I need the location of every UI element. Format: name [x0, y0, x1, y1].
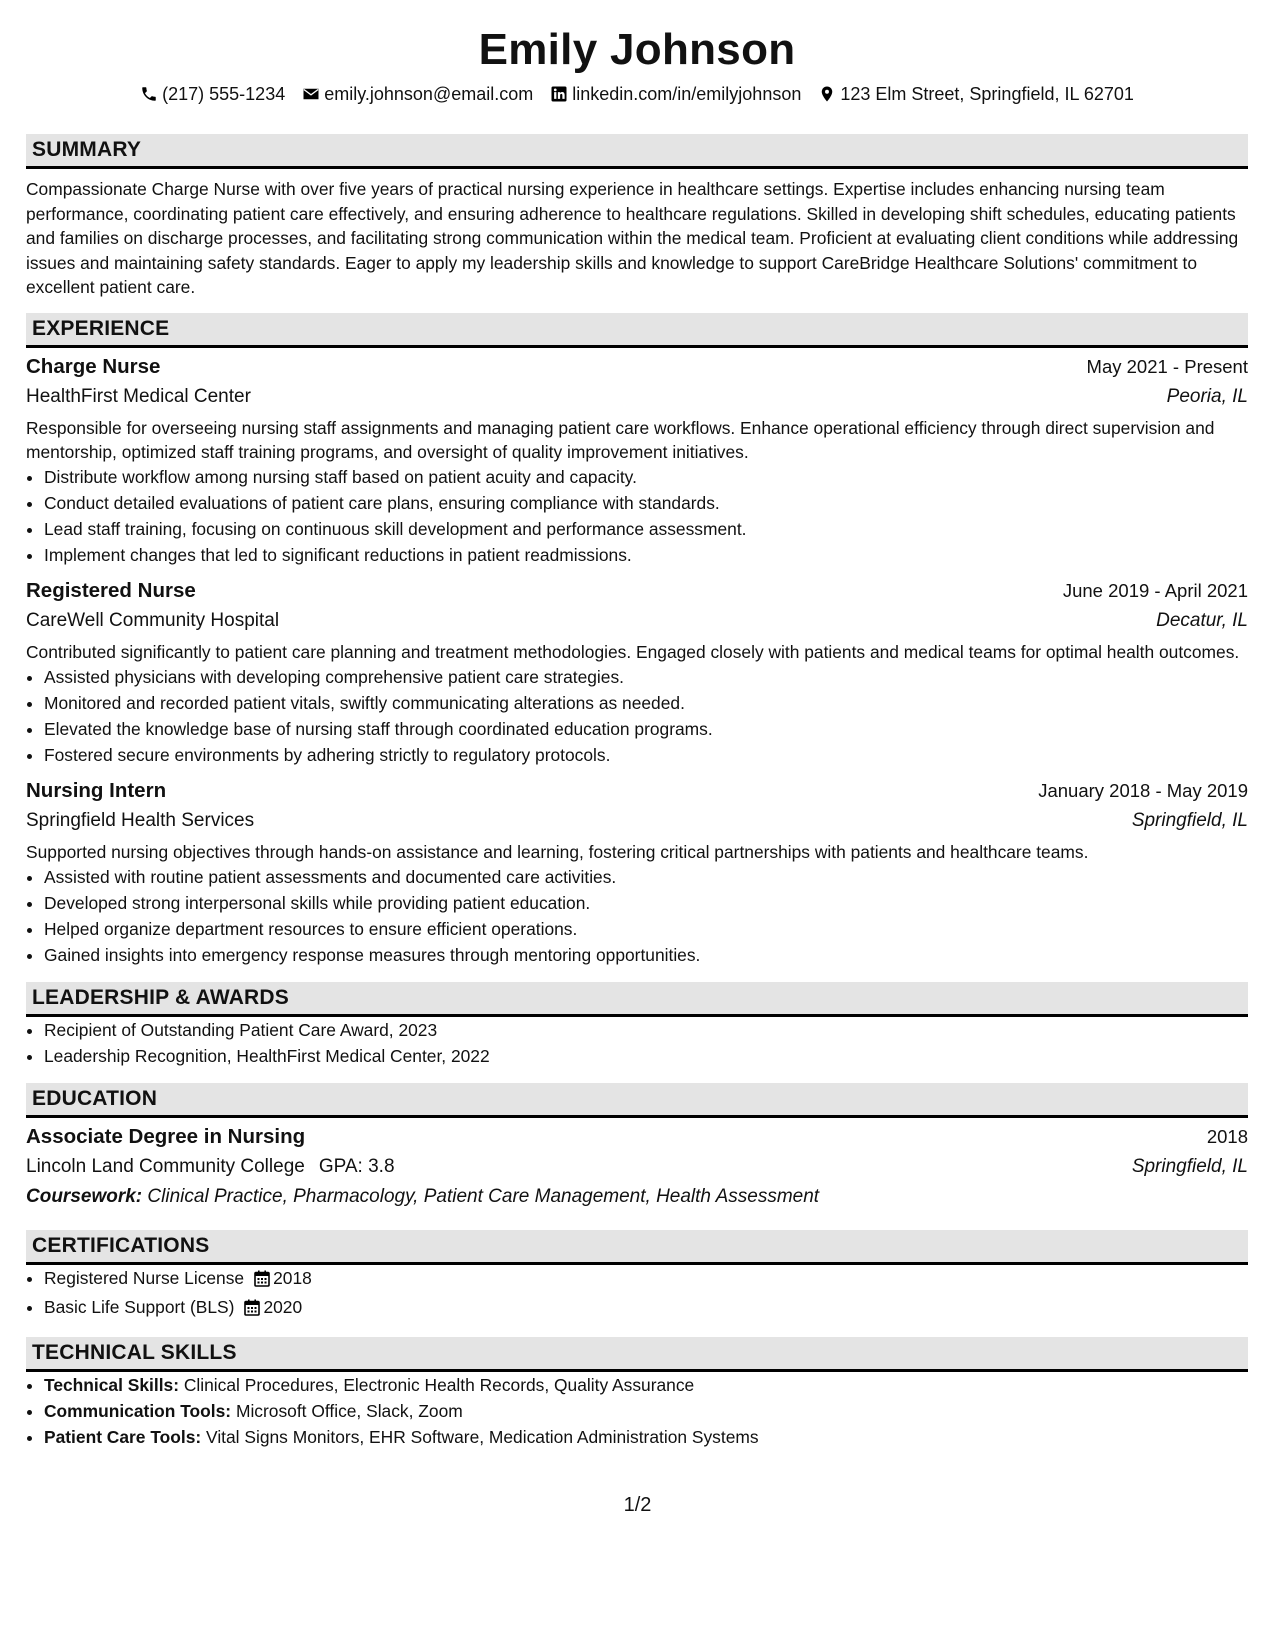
awards-list	[26, 1017, 1248, 1069]
list-item	[44, 1265, 1248, 1294]
candidate-name: Emily Johnson	[478, 25, 796, 74]
job-title: Registered Nurse	[26, 578, 196, 602]
certification-year: 2020	[263, 1296, 303, 1317]
list-item: • Elevated the knowledge base of nursing staff through coordinated education programs.	[44, 716, 1248, 742]
skill-label: Patient Care Tools:	[44, 1426, 202, 1447]
resume-page	[26, 0, 1248, 1450]
phone-text: (217) 555-1234	[162, 84, 286, 104]
section-heading: EXPERIENCE	[26, 313, 1248, 348]
summary-text: Compassionate Charge Nurse with over five years of practical nursing experience in healthcare settings. Expertise includes enhancing nursing team performance, coordinating patient care effectively, and ensuring adherence to healthcare regulations. Skilled in developing shift schedules, educating patients and families on discharge processes, and facilitating strong communication within the medical team. Proficient at evaluating client conditions while addressing issues and maintaining safety standards. Eager to apply my leadership skills and knowledge to support CareBridge Healthcare Solutions' commitment to excellent patient care.	[26, 179, 1239, 298]
list-item: • Gained insights into emergency response measures through mentoring opportunities.	[44, 942, 1248, 968]
list-item: • Assisted physicians with developing comprehensive patient care strategies.	[44, 664, 1248, 690]
education-section	[26, 1083, 1248, 1212]
school-location: Springfield, IL	[1131, 1155, 1248, 1177]
list-item: • Developed strong interpersonal skills while providing patient education.	[44, 890, 1248, 916]
certifications-list	[26, 1265, 1248, 1323]
linkedin-icon	[550, 85, 568, 103]
list-item: • Recipient of Outstanding Patient Care Award, 2023	[44, 1017, 1248, 1043]
contact-phone	[140, 82, 285, 106]
map-pin-icon	[818, 85, 836, 103]
calendar-icon	[254, 1268, 270, 1294]
envelope-icon	[302, 85, 320, 103]
degree-year: 2018	[1206, 1125, 1248, 1147]
job-bullets	[26, 864, 1248, 968]
job-description: Supported nursing objectives through hands-on assistance and learning, fostering critical partnerships with patients and healthcare teams.	[26, 841, 1089, 862]
job-organization: Springfield Health Services	[26, 809, 255, 831]
school-line	[26, 1152, 395, 1182]
job-description: Responsible for overseeing nursing staff assignments and managing patient care workflows. Enhance operational efficiency through direct supervision and mentorship, optimized staff training programs, and oversight of quality improvement initiatives.	[26, 417, 1215, 462]
experience-section	[26, 313, 1248, 968]
school-name: Lincoln Land Community College	[26, 1155, 305, 1177]
job-title: Charge Nurse	[26, 354, 161, 378]
gpa: GPA: 3.8	[318, 1155, 395, 1177]
calendar-icon	[244, 1297, 260, 1323]
skill-value: Vital Signs Monitors, EHR Software, Medication Administration Systems	[206, 1426, 759, 1447]
section-heading: LEADERSHIP & AWARDS	[26, 982, 1248, 1017]
job-description: Contributed significantly to patient care planning and treatment methodologies. Engaged closely with patients and medical teams for optimal health outcomes.	[26, 641, 1240, 662]
email-text: emily.johnson@email.com	[324, 84, 534, 104]
job-location: Springfield, IL	[1131, 809, 1248, 831]
job-bullets	[26, 464, 1248, 568]
certification-name: Basic Life Support (BLS)	[44, 1296, 235, 1317]
list-item: • Distribute workflow among nursing staff based on patient acuity and capacity.	[44, 464, 1248, 490]
job-date: May 2021 - Present	[1086, 355, 1248, 377]
list-item: • Lead staff training, focusing on continuous skill development and performance assessment.	[44, 516, 1248, 542]
page-number: 1/2	[623, 1494, 652, 1516]
skills-section	[26, 1337, 1248, 1450]
list-item: • Leadership Recognition, HealthFirst Medical Center, 2022	[44, 1043, 1248, 1069]
section-heading: EDUCATION	[26, 1083, 1248, 1118]
section-heading: TECHNICAL SKILLS	[26, 1337, 1248, 1372]
skills-list	[26, 1372, 1248, 1450]
skill-value: Microsoft Office, Slack, Zoom	[235, 1400, 463, 1421]
job-entry	[26, 576, 1248, 768]
job-location: Peoria, IL	[1166, 385, 1248, 407]
job-bullets	[26, 664, 1248, 768]
contact-bar	[26, 82, 1248, 106]
job-date: June 2019 - April 2021	[1062, 579, 1248, 601]
linkedin-text: linkedin.com/in/emilyjohnson	[572, 84, 802, 104]
job-organization: HealthFirst Medical Center	[26, 385, 251, 407]
contact-email[interactable]	[302, 82, 533, 106]
job-title: Nursing Intern	[26, 778, 167, 802]
list-item: • Implement changes that led to significant reductions in patient readmissions.	[44, 542, 1248, 568]
job-location: Decatur, IL	[1156, 609, 1248, 631]
section-heading: SUMMARY	[26, 134, 1248, 169]
address-text: 123 Elm Street, Springfield, IL 62701	[840, 84, 1134, 104]
list-item	[44, 1398, 1248, 1424]
list-item	[44, 1294, 1248, 1323]
list-item	[44, 1424, 1248, 1450]
job-entry	[26, 776, 1248, 968]
coursework-label: Coursework:	[26, 1185, 143, 1207]
list-item: • Assisted with routine patient assessments and documented care activities.	[44, 864, 1248, 890]
list-item	[44, 1372, 1248, 1398]
leadership-section	[26, 982, 1248, 1069]
coursework-line	[26, 1182, 1248, 1212]
certifications-section	[26, 1230, 1248, 1323]
job-organization: CareWell Community Hospital	[26, 609, 280, 631]
certification-year: 2018	[273, 1267, 312, 1288]
contact-linkedin[interactable]	[550, 82, 801, 106]
summary-section	[26, 134, 1248, 300]
skill-label: Technical Skills:	[44, 1374, 179, 1395]
list-item: • Helped organize department resources to ensure efficient operations.	[44, 916, 1248, 942]
list-item: • Monitored and recorded patient vitals, swiftly communicating alterations as needed.	[44, 690, 1248, 716]
certification-name: Registered Nurse License	[44, 1267, 245, 1288]
list-item: • Conduct detailed evaluations of patient care plans, ensuring compliance with standards.	[44, 490, 1248, 516]
job-entry	[26, 352, 1248, 568]
section-heading: CERTIFICATIONS	[26, 1230, 1248, 1265]
skill-label: Communication Tools:	[44, 1400, 232, 1421]
contact-address	[818, 82, 1134, 106]
skill-value: Clinical Procedures, Electronic Health Records, Quality Assurance	[183, 1374, 695, 1395]
job-date: January 2018 - May 2019	[1038, 779, 1248, 801]
coursework-text: Clinical Practice, Pharmacology, Patient Care Management, Health Assessment	[147, 1185, 820, 1207]
list-item: • Fostered secure environments by adhering strictly to regulatory protocols.	[44, 742, 1248, 768]
phone-icon	[140, 85, 158, 103]
degree-title: Associate Degree in Nursing	[26, 1124, 306, 1148]
